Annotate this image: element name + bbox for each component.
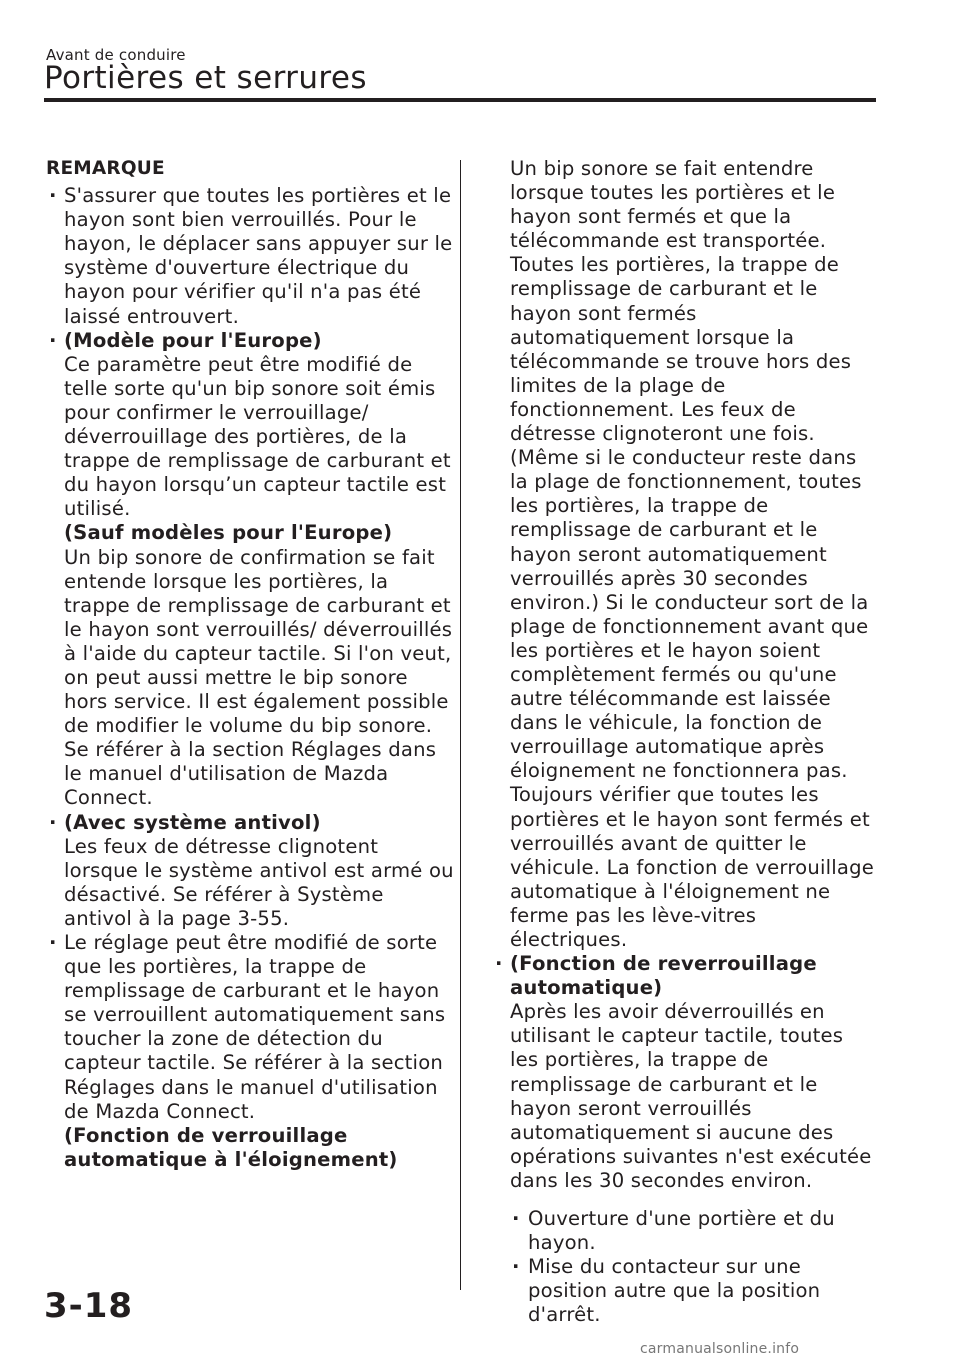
note-item-text: Un bip sonore de confirmation se fait entende lorsque les portières, la trappe de remplissage de carburant et le hayon sont verrouillés/ déverrouillés à l'aide du capteur tactile. Si l'on veut, on peut aussi mettre le bip sonore hors service. Il est également possible de modifier le volume du bip sonore. Se référer à la section Réglages dans le manuel d'utilisation de Mazda Connect. [64, 545, 453, 810]
sub-list-item: · Ouverture d'une portière et du hayon. [490, 1207, 876, 1255]
header-rule [44, 98, 876, 102]
section-label: Avant de conduire [46, 46, 186, 64]
note-item-text: · Le réglage peut être modifié de sorte que les portières, la trappe de remplissage de carburant et le hayon se verrouillent automatiquement sans toucher la zone de détection du capteur tactile. Se référer à la section Réglages dans le manuel d'utilisation de Mazda Connect. [64, 931, 446, 1123]
page-title: Portières et serrures [44, 60, 367, 96]
note-item [44, 811, 454, 931]
note-item-label: (Fonction de verrouillage automatique à l'éloignement) [64, 1123, 398, 1171]
right-column [490, 157, 876, 1328]
page-number: 3-18 [44, 1286, 134, 1326]
left-column [44, 157, 454, 1172]
sub-list-item: · Mise du contacteur sur une position autre que la position d'arrêt. [490, 1255, 876, 1327]
note-item-text: Après les avoir déverrouillés en utilisant le capteur tactile, toutes les portières, la trappe de remplissage de carburant et le hayon seront verrouillés automatiquement si aucune des opérations suivantes n'est exécutée dans les 30 secondes environ. [510, 1000, 872, 1192]
note-item: · S'assurer que toutes les portières et le hayon sont bien verrouillés. Pour le hayon, le déplacer sans appuyer sur le système d'ouverture électrique du hayon pour vérifier qu'il n'a pas été laissé entrouvert. [44, 184, 454, 329]
note-heading: REMARQUE [46, 158, 165, 179]
watermark: carmanualsonline.info [640, 1341, 800, 1357]
note-item [44, 329, 454, 811]
note-item-label: · (Avec système antivol) [64, 810, 321, 834]
note-item-label: (Sauf modèles pour l'Europe) [64, 521, 393, 545]
note-item [44, 931, 454, 1172]
note-item-label: · (Modèle pour l'Europe) [64, 328, 322, 352]
column-divider [460, 160, 461, 1290]
note-item [490, 952, 876, 1193]
note-item-text: Les feux de détresse clignotent lorsque le système antivol est armé ou désactivé. Se référer à Système antivol à la page 3-55. [64, 834, 454, 930]
note-item-label: · (Fonction de reverrouillage automatique) [510, 952, 817, 1000]
note-item-text: Ce paramètre peut être modifié de telle sorte qu'un bip sonore soit émis pour confirmer le verrouillage/ déverrouillage des portières, de la trappe de remplissage de carburant et du hayon lorsqu’un capteur tactile est utilisé. [64, 352, 451, 521]
note-item-text: Un bip sonore se fait entendre lorsque toutes les portières et le hayon sont fermés et que la télécommande est transportée. Toutes les portières, la trappe de remplissage de carburant et le hayon sont fermés automatiquement lorsque la télécommande se trouve hors des limites de la plage de fonctionnement. Les feux de détresse clignoteront une fois. (Même si le conducteur reste dans la plage de fonctionnement, toutes les portières, la trappe de remplissage de carburant et le hayon seront automatiquement verrouillés après 30 secondes environ.) Si le conducteur sort de la plage de fonctionnement avant que les portières et le hayon soient complètement fermés ou qu'une autre télécommande est laissée dans le véhicule, la fonction de verrouillage automatique après éloignement ne fonctionnera pas. Toujours vérifier que toutes les portières et le hayon sont fermés et verrouillés avant de quitter le véhicule. La fonction de verrouillage automatique à l'éloignement ne ferme pas les lève-vitres électriques. [510, 157, 874, 951]
